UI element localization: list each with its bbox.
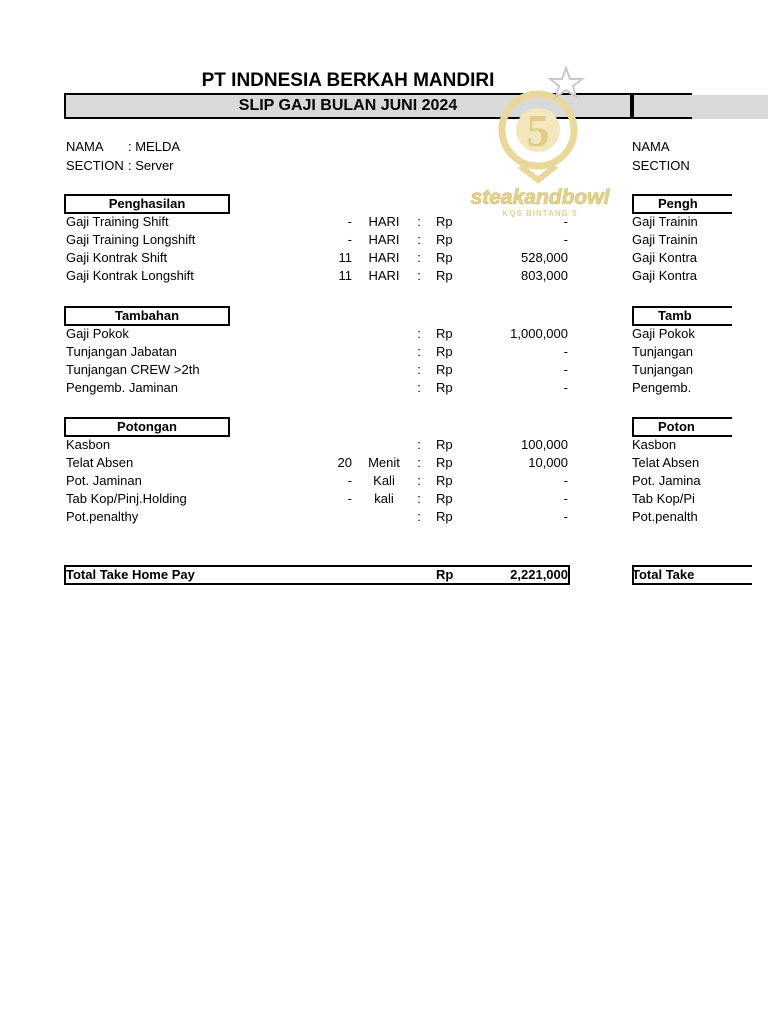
row-unit: Kali [373, 473, 395, 488]
row-amount: - [563, 344, 568, 359]
row-currency: Rp [436, 473, 453, 488]
header-fill-right [692, 95, 768, 119]
row-label: Tunjangan CREW >2th [66, 362, 200, 377]
row-qty: - [347, 491, 352, 506]
row-currency: Rp [436, 380, 453, 395]
right-row-label: Telat Absen [632, 455, 700, 470]
row-amount: 803,000 [521, 268, 568, 283]
row-colon: : [417, 491, 421, 506]
company-name: PT INDNESIA BERKAH MANDIRI [201, 70, 495, 91]
total-currency: Rp [436, 567, 454, 582]
row-currency: Rp [436, 455, 453, 470]
tambahan-header: Tambahan [64, 306, 230, 326]
row-amount: - [563, 473, 568, 488]
row-unit: Menit [368, 455, 400, 470]
row-amount: - [563, 380, 568, 395]
nama-label: NAMA [66, 139, 104, 154]
row-label: Gaji Pokok [66, 326, 129, 341]
row-label: Tunjangan Jabatan [66, 344, 177, 359]
row-currency: Rp [436, 326, 453, 341]
row-currency: Rp [436, 268, 453, 283]
row-amount: 528,000 [521, 250, 568, 265]
row-unit: HARI [368, 268, 400, 283]
row-unit: HARI [368, 250, 400, 265]
row-unit: HARI [368, 232, 400, 247]
right-row-label: Tunjangan [632, 344, 693, 359]
slip-title-bar-right-copy [632, 93, 692, 119]
row-colon: : [417, 344, 421, 359]
row-amount: - [563, 491, 568, 506]
total-amount: 2,221,000 [510, 567, 568, 582]
row-label: Gaji Kontrak Shift [66, 250, 168, 265]
row-colon: : [417, 455, 421, 470]
right-row-label: Kasbon [632, 437, 677, 452]
row-amount: 1,000,000 [510, 326, 568, 341]
nama-value: : MELDA [128, 139, 181, 154]
row-qty: 11 [338, 250, 352, 265]
right-penghasilan-header: Pengh [632, 194, 732, 214]
row-colon: : [417, 326, 421, 341]
right-row-label: Gaji Trainin [632, 214, 698, 229]
potongan-header: Potongan [64, 417, 230, 437]
row-amount: - [563, 509, 568, 524]
row-currency: Rp [436, 437, 453, 452]
right-tambahan-header: Tamb [632, 306, 732, 326]
row-label: Gaji Training Shift [66, 214, 169, 229]
row-unit: kali [374, 491, 394, 506]
row-label: Telat Absen [66, 455, 134, 470]
row-amount: - [563, 214, 568, 229]
penghasilan-header: Penghasilan [64, 194, 230, 214]
row-currency: Rp [436, 232, 453, 247]
row-unit: HARI [368, 214, 400, 229]
row-currency: Rp [436, 362, 453, 377]
row-currency: Rp [436, 509, 453, 524]
row-currency: Rp [436, 214, 453, 229]
right-nama-label: NAMA [632, 139, 670, 154]
row-label: Gaji Training Longshift [66, 232, 196, 247]
right-row-label: Pengemb. [632, 380, 692, 395]
right-row-label: Gaji Pokok [632, 326, 695, 341]
total-label: Total Take Home Pay [66, 567, 195, 582]
right-row-label: Gaji Kontra [632, 250, 698, 265]
row-amount: 10,000 [528, 455, 568, 470]
row-qty: - [347, 473, 352, 488]
svg-text:5: 5 [526, 105, 550, 156]
right-total-label: Total Take [632, 567, 695, 582]
row-label: Pengemb. Jaminan [66, 380, 179, 395]
row-currency: Rp [436, 491, 453, 506]
row-label: Pot. Jaminan [66, 473, 142, 488]
right-potongan-header: Poton [632, 417, 732, 437]
row-colon: : [417, 250, 421, 265]
row-amount: 100,000 [521, 437, 568, 452]
slip-title: SLIP GAJI BULAN JUNI 2024 [238, 97, 458, 114]
row-label: Tab Kop/Pinj.Holding [66, 491, 187, 506]
row-colon: : [417, 380, 421, 395]
row-amount: - [563, 362, 568, 377]
row-colon: : [417, 509, 421, 524]
row-colon: : [417, 214, 421, 229]
row-qty: - [347, 214, 352, 229]
row-currency: Rp [436, 344, 453, 359]
section-value: : Server [128, 158, 174, 173]
row-label: Pot.penalthy [66, 509, 139, 524]
right-row-label: Tunjangan [632, 362, 693, 377]
right-row-label: Pot.penalth [632, 509, 698, 524]
row-qty: - [347, 232, 352, 247]
steak-and-bowl-logo-icon [458, 62, 628, 222]
row-label: Kasbon [66, 437, 111, 452]
right-row-label: Pot. Jamina [632, 473, 701, 488]
logo-wordmark: steakandbowl [470, 186, 610, 209]
section-label: SECTION [66, 158, 124, 173]
row-qty: 20 [337, 455, 352, 470]
row-qty: 11 [338, 268, 352, 283]
row-colon: : [417, 232, 421, 247]
row-colon: : [417, 473, 421, 488]
row-colon: : [417, 268, 421, 283]
logo-subtext: KQS BINTANG 5 [502, 209, 578, 218]
right-row-label: Gaji Trainin [632, 232, 698, 247]
row-amount: - [563, 232, 568, 247]
row-colon: : [417, 437, 421, 452]
row-colon: : [417, 362, 421, 377]
right-section-label: SECTION [632, 158, 690, 173]
right-row-label: Tab Kop/Pi [632, 491, 695, 506]
right-row-label: Gaji Kontra [632, 268, 698, 283]
row-label: Gaji Kontrak Longshift [66, 268, 194, 283]
row-currency: Rp [436, 250, 453, 265]
